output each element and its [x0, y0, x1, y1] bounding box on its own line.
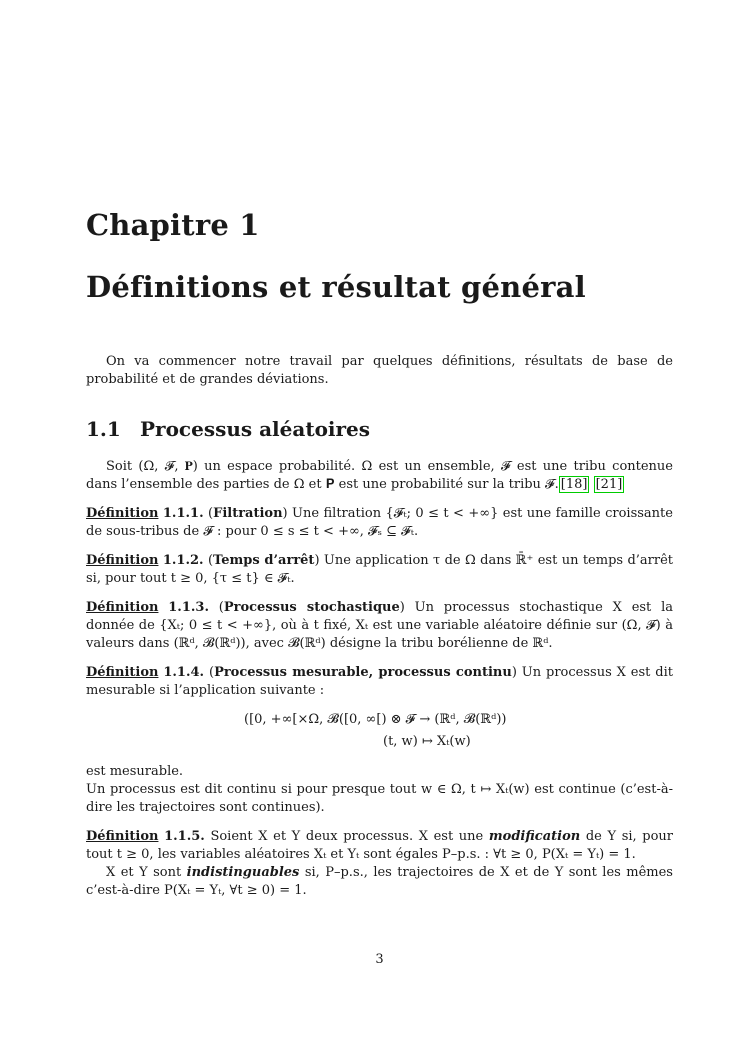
definition-text: Un processus stochastique X est la donnée de {Xₜ; 0 ≤ t < +∞}, où à t fixé, Xₜ est une variable aléatoire définie sur (Ω, 𝓕) à valeurs dans (ℝᵈ, 𝓑(ℝᵈ)), avec 𝓑(ℝᵈ) désigne la tribu borélienne de ℝᵈ. — [86, 600, 673, 651]
definition-name: Processus mesurable, processus continu — [214, 665, 512, 680]
section-body — [86, 458, 673, 911]
definition-block — [86, 864, 673, 900]
definition-name: Processus stochastique — [223, 600, 400, 615]
chapter-label: Chapitre 1 — [86, 208, 260, 242]
equation-line: (t, w) ↦ Xₜ(w) — [383, 734, 471, 749]
definition-number: 1.1.1. — [162, 506, 204, 521]
document-page — [86, 0, 673, 1053]
definition-word: Définition — [86, 553, 159, 568]
citation-link[interactable]: [18] — [560, 477, 588, 492]
definition-word: Définition — [86, 829, 159, 844]
section-number: 1.1 — [86, 417, 121, 441]
definition-continuation: Un processus est dit continu si pour presque tout w ∈ Ω, t ↦ Xₜ(w) est continue (c’est-à-dire les trajectoires sont continues). — [86, 782, 673, 815]
definition-block: Définition 1.1.1. (Filtration) Une filtration {𝓕ₜ; 0 ≤ t < +∞} est une famille croissante de sous-tribus de 𝓕 : pour 0 ≤ s ≤ t < +∞, 𝓕ₛ ⊆ 𝓕ₜ. — [86, 506, 673, 539]
definition-block — [86, 828, 673, 864]
chapter-title: Définitions et résultat général — [86, 270, 586, 304]
definition-text: Une filtration {𝓕ₜ; 0 ≤ t < +∞} est une famille croissante de sous-tribus de 𝓕 : pour 0 ≤ s ≤ t < +∞, 𝓕ₛ ⊆ 𝓕ₜ. — [86, 506, 673, 539]
section-heading — [86, 417, 370, 441]
definition-text: de Y si, pour tout t ≥ 0, les variables aléatoires Xₜ et Yₜ sont égales P–p.s. : ∀t ≥ 0, P(Xₜ = Yₜ) = 1. — [86, 829, 674, 862]
definition-text: X et Y sont — [106, 865, 182, 880]
defined-term: modification — [488, 829, 581, 844]
definition-word: Définition — [86, 600, 159, 615]
section-title: Processus aléatoires — [140, 417, 371, 441]
definition-block: Définition 1.1.3. (Processus stochastique) Un processus stochastique X est la donnée de {Xₜ; 0 ≤ t < +∞}, où à t fixé, Xₜ est une variable aléatoire définie sur (Ω, 𝓕) à valeurs dans (ℝᵈ, 𝓑(ℝᵈ)), avec 𝓑(ℝᵈ) désigne la tribu borélienne de ℝᵈ. — [86, 600, 673, 651]
definition-name: Temps d’arrêt — [213, 553, 315, 568]
equation-line: ([0, +∞[×Ω, 𝓑([0, ∞[) ⊗ 𝓕 → (ℝᵈ, 𝓑(ℝᵈ)) — [244, 712, 507, 727]
definition-text: Soient X et Y deux processus. X est une — [210, 829, 484, 844]
definition-number: 1.1.4. — [163, 665, 205, 680]
section-lead-text: Soit (Ω, 𝓕, 𝐏) un espace probabilité. Ω est un ensemble, 𝓕 est une tribu contenue dans l’ensemble des parties de Ω et 𝐏 est une probabilité sur la tribu 𝓕. — [86, 459, 673, 492]
display-equation — [86, 709, 673, 753]
definition-continuation: est mesurable. — [86, 764, 184, 779]
definition-text: Un processus X est dit mesurable si l’application suivante : — [86, 665, 673, 698]
intro-paragraph: On va commencer notre travail par quelques définitions, résultats de base de probabilité et de grandes déviations. — [86, 354, 673, 387]
definition-word: Définition — [86, 506, 159, 521]
defined-term: indistinguables — [186, 865, 300, 880]
section-lead-paragraph — [86, 458, 673, 494]
definition-number: 1.1.2. — [162, 553, 204, 568]
definition-number: 1.1.5. — [164, 829, 205, 844]
definition-block: Définition 1.1.4. (Processus mesurable, processus continu) Un processus X est dit mesurable si l’application suivante : — [86, 665, 673, 698]
definition-word: Définition — [86, 665, 159, 680]
definition-name: Filtration — [213, 506, 283, 521]
definition-text: Une application τ de Ω dans ℝ̄⁺ est un temps d’arrêt si, pour tout t ≥ 0, {τ ≤ t} ∈ 𝓕ₜ. — [86, 553, 674, 586]
definition-block: Définition 1.1.2. (Temps d’arrêt) Une application τ de Ω dans ℝ̄⁺ est un temps d’arrêt si, pour tout t ≥ 0, {τ ≤ t} ∈ 𝓕ₜ. — [86, 553, 674, 586]
definition-number: 1.1.3. — [168, 600, 209, 615]
page-number: 3 — [375, 952, 384, 967]
citation-link[interactable]: [21] — [595, 477, 623, 492]
definition-text: si, P–p.s., les trajectoires de X et de Y sont les mêmes c’est-à-dire P(Xₜ = Yₜ, ∀t ≥ 0) = 1. — [86, 865, 673, 898]
